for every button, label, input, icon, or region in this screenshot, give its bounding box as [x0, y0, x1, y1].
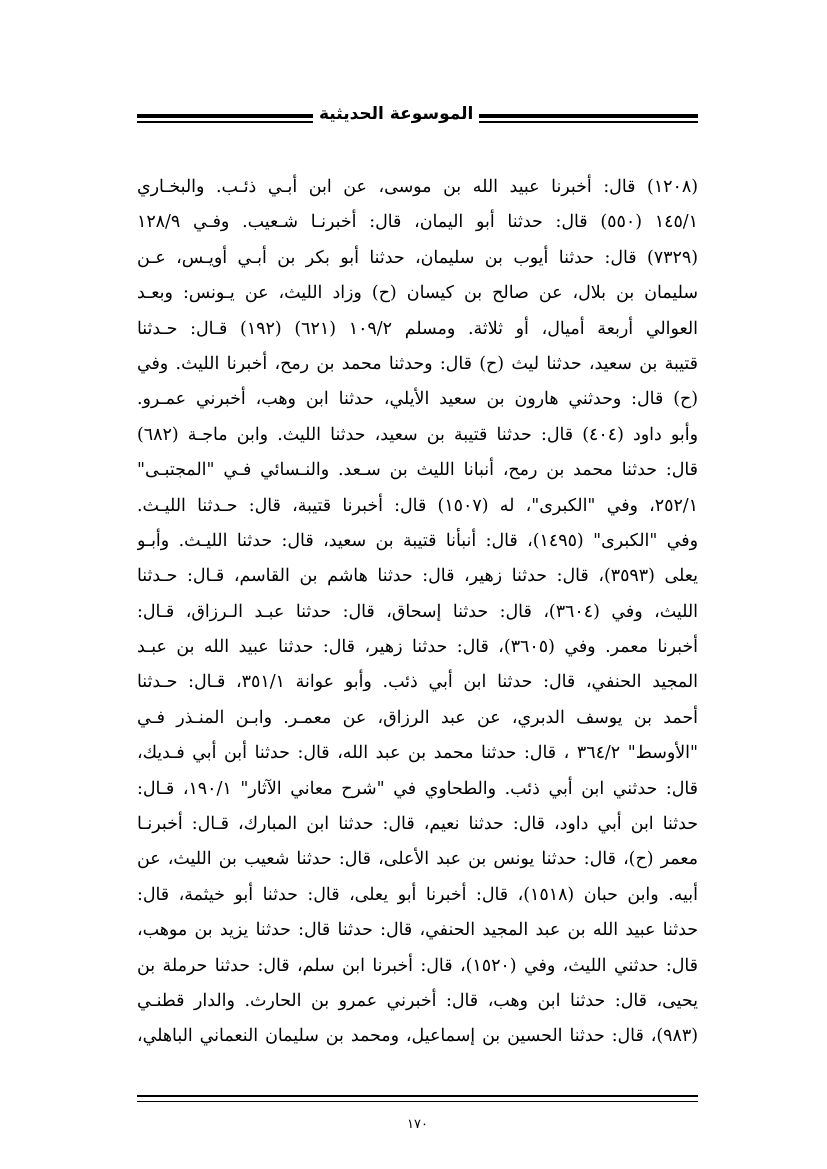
footer-rule-thick — [137, 1095, 698, 1097]
page-number: ١٧٠ — [407, 1117, 428, 1132]
text-line: يحيى، قال: حدثنا ابن وهب، قال: أخبرني عمرو بن الحارث. والدار قطنـي — [137, 990, 698, 1011]
text-line: أخبرنا معمر. وفي (٣٦٠٥)، قال: حدثنا زهير، قال: حدثنا عبيد الله بن عبـد — [137, 637, 698, 658]
header-title-box — [313, 104, 479, 124]
text-line: الليث، وفي (٣٦٠٤)، قال: حدثنا إسحاق، قال: حدثنا عبـد الـرزاق، قـال: — [137, 601, 698, 622]
text-line: "الأوسط" ٣٦٤/٢ ، قال: حدثنا محمد بن عبد الله، قال: حدثنا أبن أبي فـديك، — [137, 743, 698, 764]
text-line: ١٤٥/١ (٥٥٠) قال: حدثنا أبو اليمان، قال: أخبرنـا شـعيب. وفـي ١٢٨/٩ — [137, 212, 698, 233]
text-line: (٩٨٣)، قال: حدثنا الحسين بن إسماعيل، ومحمد بن سليمان النعماني الباهلي، — [137, 1026, 698, 1047]
text-line: وأبو داود (٤٠٤) قال: حدثنا قتيبة بن سعيد، حدثنا الليث. وابن ماجـة (٦٨٢) — [137, 424, 698, 445]
text-line: أحمد بن يوسف الدبري، عن عبد الرزاق، عن معمـر. وابـن المنـذر فـي — [137, 707, 698, 728]
header-title: الموسوعة الحديثية — [319, 104, 474, 124]
text-line: حدثنا عبيد الله بن عبد المجيد الحنفي، قال: حدثنا قال: حدثنا يزيد بن موهب، — [137, 920, 698, 941]
text-line: قتيبة بن سعيد، حدثنا ليث (ح) قال: وحدثنا محمد بن رمح، أخبرنا الليث. وفي — [137, 353, 698, 374]
text-line: المجيد الحنفي، قال: حدثنا ابن أبي ذئب. وأبو عوانة ٣٥١/١، قـال: حـدثنا — [137, 672, 698, 693]
text-line: (ح) قال: وحدثني هارون بن سعيد الأيلي، حدثنا ابن وهب، أخبرني عمـرو. — [137, 389, 698, 410]
text-line: وفي "الكبرى" (١٤٩٥)، قال: أنبأنا قتيبة بن سعيد، قال: حدثنا الليـث. وأبـو — [137, 530, 698, 551]
text-line: العوالي أربعة أميال، أو ثلاثة. ومسلم ١٠٩/٢ (٦٢١) (١٩٢) قـال: حـدثنا — [137, 318, 698, 339]
text-line: معمر (ح)، قال: حدثنا يونس بن عبد الأعلى، قال: حدثنا شعيب بن الليث، عن — [137, 849, 698, 870]
hadith-commentary-text — [137, 170, 698, 1055]
footer-rule-thin — [137, 1101, 698, 1102]
text-line: قال: حدثنا محمد بن رمح، أنبانا الليث بن سـعد. والنـسائي فـي "المجتبـى" — [137, 460, 698, 481]
text-line: يعلى (٣٥٩٣)، قال: حدثنا زهير، قال: حدثنا هاشم بن القاسم، قـال: حـدثنا — [137, 566, 698, 587]
text-line: سليمان بن بلال، عن صالح بن كيسان (ح) وزاد الليث، عن يـونس: وبعـد — [137, 283, 698, 304]
text-line: حدثنا ابن أبي داود، قال: حدثنا نعيم، قال: حدثنا ابن المبارك، قـال: أخبرنـا — [137, 814, 698, 835]
text-line: قال: حدثني ابن أبي ذئب. والطحاوي في "شرح معاني الآثار" ١٩٠/١، قـال: — [137, 778, 698, 799]
text-line: ٢٥٢/١، وفي "الكبرى"، له (١٥٠٧) قال: أخبرنا قتيبة، قال: حـدثنا الليـث. — [137, 495, 698, 516]
text-line: (٧٣٢٩) قال: حدثنا أيوب بن سليمان، حدثنا أبو بكر بن أبـي أويـس، عـن — [137, 247, 698, 268]
running-header — [137, 104, 698, 136]
text-line: قال: حدثني الليث، وفي (١٥٢٠)، قال: أخبرنا ابن سلم، قال: حدثنا حرملة بن — [137, 955, 698, 976]
text-line: أبيه. وابن حبان (١٥١٨)، قال: أخبرنا أبو يعلى، قال: حدثنا أبو خيثمة، قال: — [137, 884, 698, 905]
text-line: (١٢٠٨) قال: أخبرنا عبيد الله بن موسى، عن ابن أبـي ذئـب. والبخـاري — [137, 177, 698, 197]
